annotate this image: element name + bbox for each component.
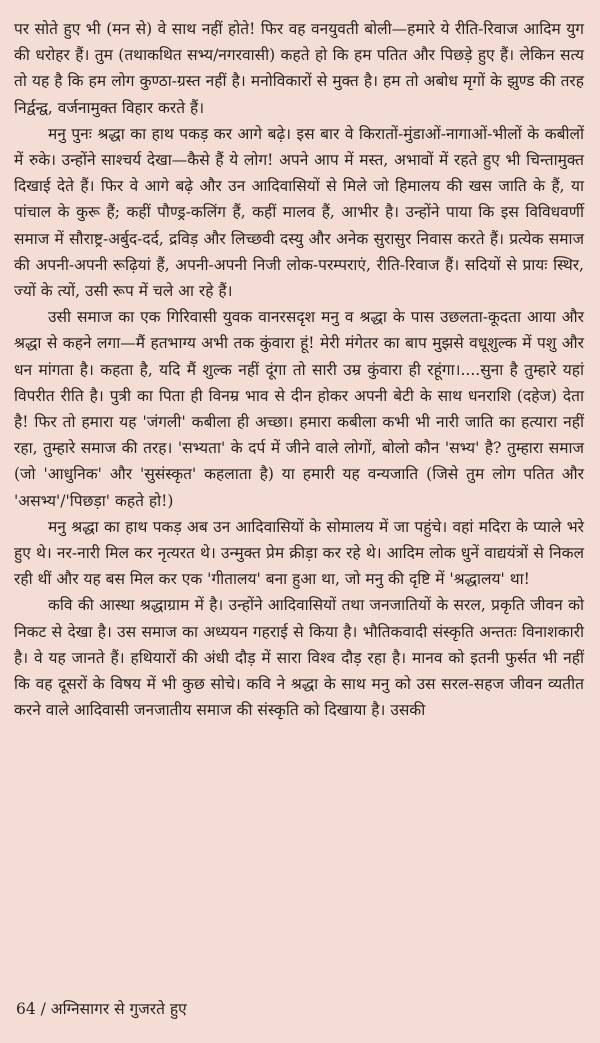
paragraph-4: मनु श्रद्धा का हाथ पकड़ अब उन आदिवासियों के सोमालय में जा पहुंचे। वहां मदिरा के प्याले भरे हुए थे। नर-नारी मिल कर नृत्यरत थे। उन्मुक्त प्रेम क्रीड़ा कर रहे थे। आदिम लोक धुनें वाद्ययंत्रों से निकल रही थीं और यह बस मिल कर एक 'गीतालय' बना हुआ था, जो मनु की दृष्टि में 'श्रद्धालय' था! [14, 517, 584, 589]
paragraph-2: मनु पुनः श्रद्धा का हाथ पकड़ कर आगे बढ़े। इस बार वे किरातों-मुंडाओं-नागाओं-भीलों के कबीलों में रुके। उन्होंने साश्चर्य देखा—कैसे हैं ये लोग! अपने आप में मस्त, अभावों में रहते हुए भी चिन्तामुक्त दिखाई देते हैं। फिर वे आगे बढ़े और उन आदिवासियों से मिले जो हिमालय की खस जाति के हैं, या पांचाल के कुरू हैं; कहीं पौण्ड्र-कलिंग हैं, कहीं मालव हैं, आभीर है। उन्होंने पाया कि इस विविधवर्णी समाज में सौराष्ट्र-अर्बुद-दर्द, द्रविड़ और लिच्छवी दस्यु और अनेक सुरासुर निवास करते हैं। प्रत्येक समाज की अपनी-अपनी रूढ़ियां हैं, अपनी-अपनी निजी लोक-परम्पराएं, रीति-रिवाज हैं। सदियों से प्रायः स्थिर, ज्यों के त्यों, उसी रूप में चले आ रहे हैं। [14, 124, 584, 301]
paragraph-5: कवि की आस्था श्रद्धाग्राम में है। उन्होंने आदिवासियों तथा जनजातियों के सरल, प्रकृति जीवन को निकट से देखा है। उस समाज का अध्ययन गहराई से किया है। भौतिकवादी संस्कृति अन्ततः विनाशकारी है। वे यह जानते हैं। हथियारों की अंधी दौड़ में सारा विश्व दौड़ रहा है। मानव को इतनी फुर्सत भी नहीं कि वह दूसरों के विषय में भी कुछ सोचे। कवि ने श्रद्धा के साथ मनु को उस सरल-सहज जीवन व्यतीत करने वाले आदिवासी जनजातीय समाज की संस्कृति को दिखाया है। उसकी [14, 596, 584, 720]
body-text [14, 16, 584, 723]
paragraph-1: पर सोते हुए भी (मन से) वे साथ नहीं होते! फिर वह वनयुवती बोली—हमारे ये रीति-रिवाज आदिम युग की धरोहर हैं। तुम (तथाकथित सभ्य/नगरवासी) कहते हो कि हम पतित और पिछड़े हुए हैं। लेकिन सत्य तो यह है कि हम लोग कुण्ठा-ग्रस्त नहीं है। मनोविकारों से मुक्त है। हम तो अबोध मृगों के झुण्ड की तरह निर्द्वन्द्व, वर्जनामुक्त विहार करते हैं। [14, 20, 584, 117]
page-footer: 64 / अग्निसागर से गुजरते हुए [16, 1000, 187, 1018]
paragraph-3: उसी समाज का एक गिरिवासी युवक वानरसदृश मनु व श्रद्धा के पास उछलता-कूदता आया और श्रद्धा से कहने लगा—मैं हतभाग्य अभी तक कुंवारा हूं! मेरी मंगेतर का बाप मुझसे वधूशुल्क में पशु और धन मांगता है। कहता है, यदि मैं शुल्क नहीं दूंगा तो सारी उम्र कुंवारा ही रहूंगा।....सुना है तुम्हारे यहां विपरीत रीति है। पुत्री का पिता ही विनम्र भाव से दीन होकर अपनी बेटी के साथ धनराशि (दहेज) देता है! फिर तो हमारा यह 'जंगली' कबीला ही अच्छा। हमारा कबीला कभी भी नारी जाति का हत्यारा नहीं रहा, तुम्हारे समाज की तरह। 'सभ्यता' के दर्प में जीने वाले लोगों, बोलो कौन 'सभ्य' है? तुम्हारा समाज (जो 'आधुनिक' और 'सुसंस्कृत' कहलाता है) या हमारी यह वन्यजाति (जिसे तुम लोग पतित और 'असभ्य'/'पिछड़ा' कहते हो!) [14, 308, 584, 510]
